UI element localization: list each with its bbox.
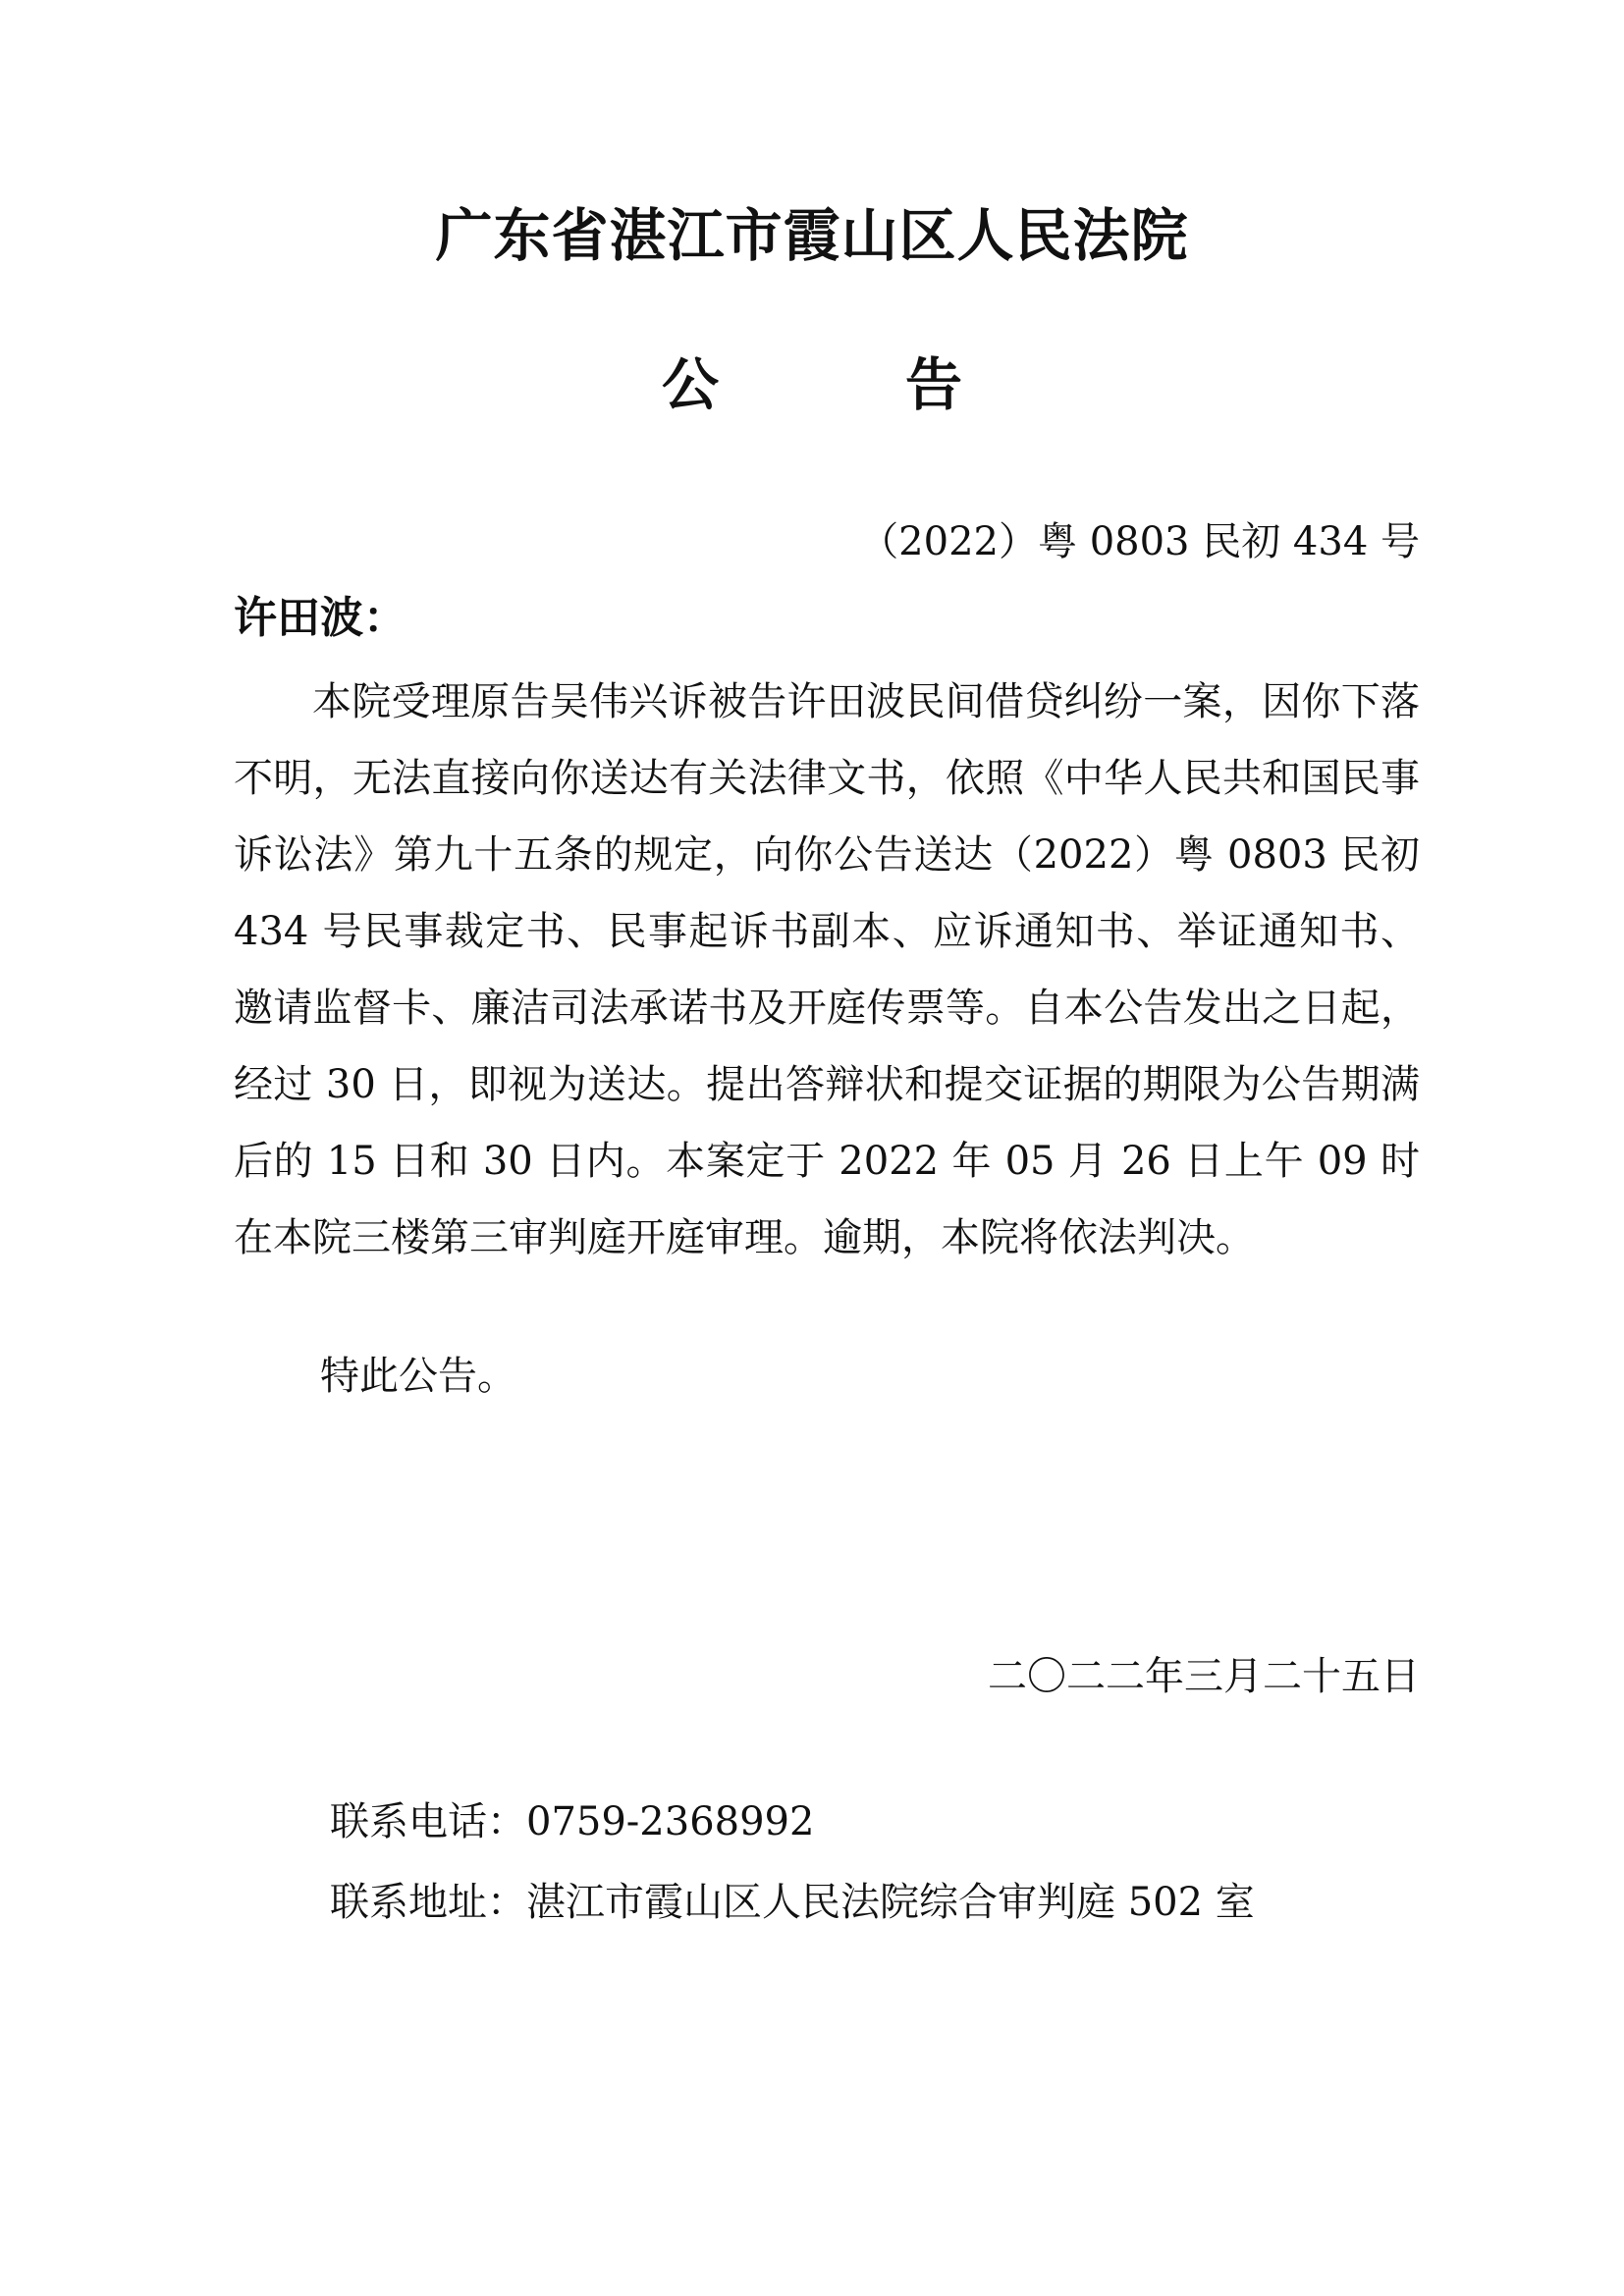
document-title-left-char: 公 (661, 351, 719, 418)
closing-line: 特此公告。 (320, 1354, 516, 1399)
document-title (0, 346, 1624, 424)
document-title-right-char: 告 (905, 351, 963, 418)
contact-address: 联系地址：湛江市霞山区人民法院综合审判庭 502 室 (330, 1880, 1255, 1925)
case-number: （2022）粤 0803 民初 434 号 (859, 519, 1420, 564)
notice-body: 本院受理原告吴伟兴诉被告许田波民间借贷纠纷一案，因你下落不明，无法直接向你送达有关法律文书，依照《中华人民共和国民事诉讼法》第九十五条的规定，向你公告送达（2022）粤 0803 民初 434 号民事裁定书、民事起诉书副本、应诉通知书、举证通知书、邀请监督卡、廉洁司法承诺书及开庭传票等。自本公告发出之日起，经过 30 日，即视为送达。提出答辩状和提交证据的期限为公告期满后的 15 日和 30 日内。本案定于 2022 年 05 月 26 日上午 09 时在本院三楼第三审判庭开庭审理。逾期，本院将依法判决。 (234, 679, 1420, 1260)
court-name: 广东省湛江市霞山区人民法院 (435, 202, 1189, 269)
recipient-name: 许田波： (234, 593, 406, 643)
contact-phone: 联系电话：0759-2368992 (330, 1799, 815, 1844)
issue-date: 二〇二二年三月二十五日 (988, 1654, 1420, 1699)
